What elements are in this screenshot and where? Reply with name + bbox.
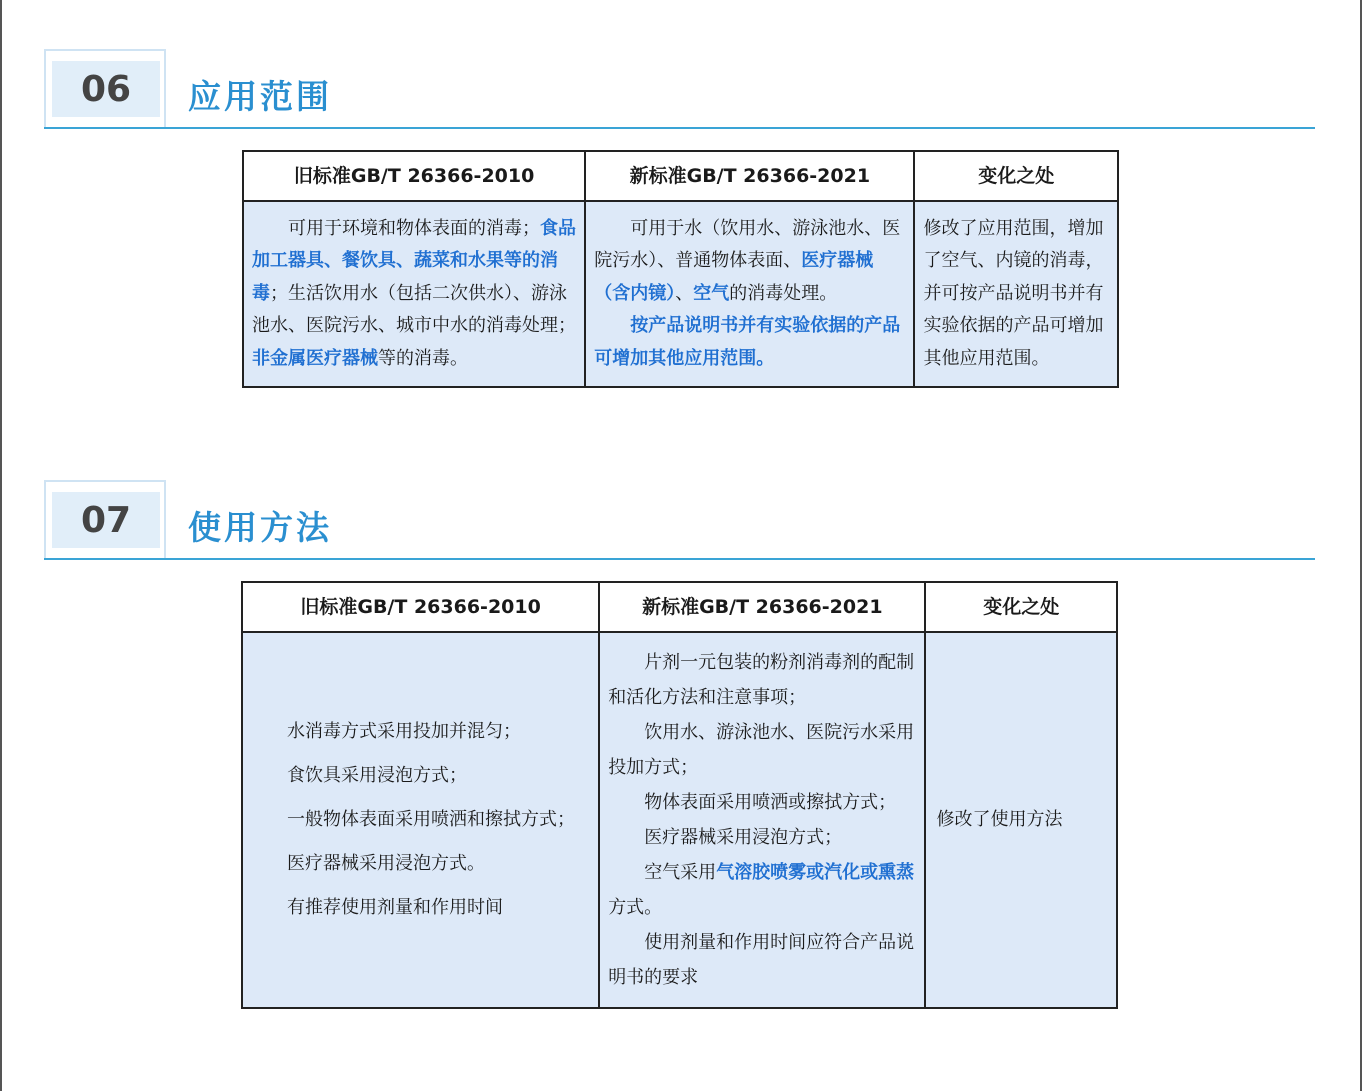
new-scope-text (594, 213, 905, 311)
old-scope-text (252, 213, 576, 376)
highlight-text: 非金属医疗器械 (252, 347, 378, 369)
new-usage-line (608, 855, 916, 925)
section-number: 06 (52, 61, 160, 117)
new-usage-line: 饮用水、游泳池水、医院污水采用投加方式； (608, 722, 915, 778)
text-span: 可用于水（饮用水、游泳池水、医院污水）、普通物体表面、 (594, 217, 901, 272)
section-title: 应用范围 (188, 77, 332, 116)
change-cell: 修改了使用方法 (925, 632, 1117, 1008)
text-span: 的消毒处理。 (729, 282, 838, 304)
section-title: 使用方法 (188, 508, 332, 547)
section-header-06 (44, 49, 1315, 129)
old-usage-line: 医疗器械采用浸泡方式。 (287, 853, 485, 874)
header-change: 变化之处 (925, 582, 1117, 632)
header-change: 变化之处 (914, 151, 1118, 201)
change-cell: 修改了应用范围，增加了空气、内镜的消毒，并可按产品说明书并有实验依据的产品可增加其他应用范围。 (914, 201, 1118, 387)
new-usage-line: 物体表面采用喷洒或擦拭方式； (644, 792, 897, 813)
old-usage-line: 有推荐使用剂量和作用时间 (287, 897, 503, 918)
header-old-standard: 旧标准GB/T 26366-2010 (242, 582, 599, 632)
old-standard-cell (242, 632, 599, 1008)
header-new-standard: 新标准GB/T 26366-2021 (599, 582, 925, 632)
text-span: 可用于环境和物体表面的消毒； (288, 217, 540, 239)
old-usage-line: 食饮具采用浸泡方式； (287, 765, 467, 786)
highlight-text: 空气 (693, 282, 730, 304)
text-span: 方式。 (608, 897, 663, 918)
section-header-07 (44, 480, 1315, 560)
new-usage-line: 使用剂量和作用时间应符合产品说明书的要求 (608, 932, 915, 988)
highlight-text: 食品加工器具、餐饮具、蔬菜和水果等的消毒 (252, 217, 576, 304)
section-number: 07 (52, 492, 160, 548)
new-standard-cell (599, 632, 925, 1008)
old-usage-line: 水消毒方式采用投加并混匀； (287, 721, 521, 742)
highlight-text: 医疗器械（含内镜） (594, 250, 874, 304)
text-span: ；生活饮用水（包括二次供水）、游泳池水、医院污水、城市中水的消毒处理； (252, 282, 576, 337)
section-number-box (44, 480, 166, 558)
section-number-box (44, 49, 166, 127)
table-row (242, 632, 1117, 1008)
new-usage-line: 片剂一元包装的粉剂消毒剂的配制和活化方法和注意事项； (608, 652, 915, 708)
usage-comparison-table (241, 581, 1118, 1009)
table-row (243, 201, 1118, 387)
header-new-standard: 新标准GB/T 26366-2021 (585, 151, 914, 201)
text-span: 、 (675, 282, 694, 304)
table-header-row (243, 151, 1118, 201)
new-usage-line: 医疗器械采用浸泡方式； (644, 827, 843, 848)
old-standard-cell (243, 201, 585, 387)
highlight-text: 气溶胶喷雾或汽化或熏蒸 (716, 862, 915, 883)
text-span: 空气采用 (644, 862, 717, 883)
new-standard-cell (585, 201, 914, 387)
scope-comparison-table (242, 150, 1119, 388)
new-scope-extra: 按产品说明书并有实验依据的产品可增加其他应用范围。 (594, 315, 901, 369)
text-span: 等的消毒。 (378, 347, 468, 369)
old-usage-line: 一般物体表面采用喷洒和擦拭方式； (287, 809, 575, 830)
table-header-row (242, 582, 1117, 632)
header-old-standard: 旧标准GB/T 26366-2010 (243, 151, 585, 201)
